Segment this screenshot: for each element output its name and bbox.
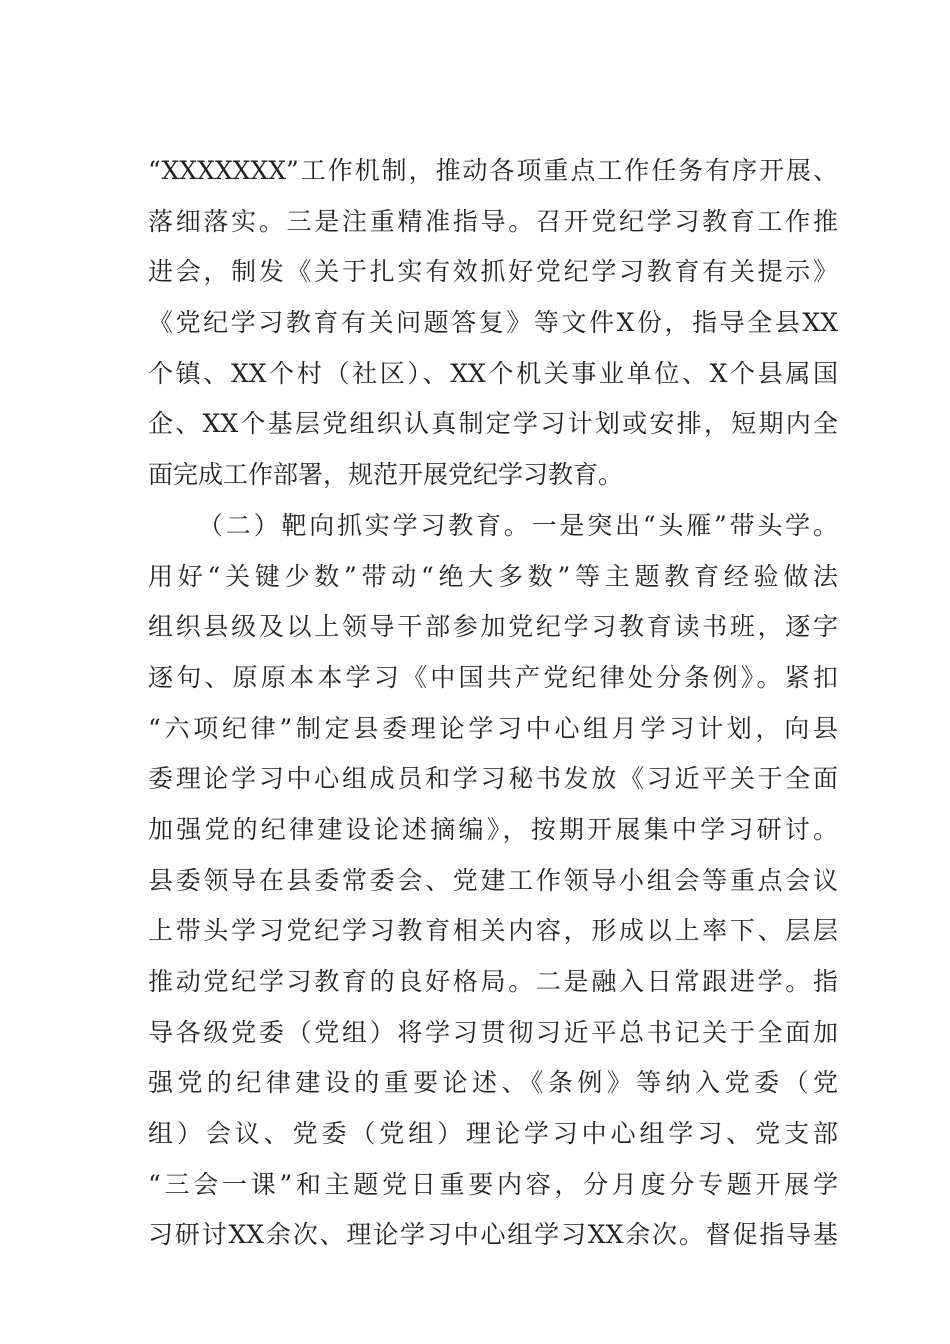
text-line: 《党纪学习教育有关问题答复》等文件X份，指导全县XX xyxy=(148,308,838,338)
text-line: 组）会议、党委（党组）理论学习中心组学习、党支部 xyxy=(148,1119,838,1149)
text-line: 县委领导在县委常委会、党建工作领导小组会等重点会议 xyxy=(148,865,838,895)
text-line: 强党的纪律建设的重要论述、《条例》等纳入党委（党 xyxy=(148,1068,838,1098)
body-text xyxy=(148,146,838,1261)
text-line: 落细落实。三是注重精准指导。召开党纪学习教育工作推 xyxy=(148,206,838,236)
text-line: 委理论学习中心组成员和学习秘书发放《习近平关于全面 xyxy=(148,764,838,794)
text-line: 导各级党委（党组）将学习贯彻习近平总书记关于全面加 xyxy=(148,1017,838,1047)
text-line: “六项纪律”制定县委理论学习中心组月学习计划，向县 xyxy=(148,713,838,743)
text-line: 推动党纪学习教育的良好格局。二是融入日常跟进学。指 xyxy=(148,967,838,996)
text-line: 个镇、XX个村（社区）、XX个机关事业单位、X个县属国 xyxy=(148,358,838,388)
text-line: 进会，制发《关于扎实有效抓好党纪学习教育有关提示》 xyxy=(148,257,838,287)
text-line: 组织县级及以上领导干部参加党纪学习教育读书班，逐字 xyxy=(148,612,838,642)
text-line: 上带头学习党纪学习教育相关内容，形成以上率下、层层 xyxy=(148,916,838,946)
text-line: 企、XX个基层党组织认真制定学习计划或安排，短期内全 xyxy=(148,409,838,439)
text-line: 用好“关键少数”带动“绝大多数”等主题教育经验做法 xyxy=(148,561,838,591)
text-line: 逐句、原原本本学习《中国共产党纪律处分条例》。紧扣 xyxy=(148,662,838,692)
text-line: 习研讨XX余次、理论学习中心组学习XX余次。督促指导基 xyxy=(148,1220,838,1250)
paragraph-end-line: 面完成工作部署，规范开展党纪学习教育。 xyxy=(148,460,624,490)
text-line: “三会一课”和主题党日重要内容，分月度分专题开展学 xyxy=(148,1169,838,1199)
text-line: “XXXXXXX”工作机制，推动各项重点工作任务有序开展、 xyxy=(148,156,838,185)
text-line: 加强党的纪律建设论述摘编》，按期开展集中学习研讨。 xyxy=(148,814,838,844)
section-heading-line: （二）靶向抓实学习教育。一是突出“头雁”带头学。 xyxy=(198,510,838,540)
